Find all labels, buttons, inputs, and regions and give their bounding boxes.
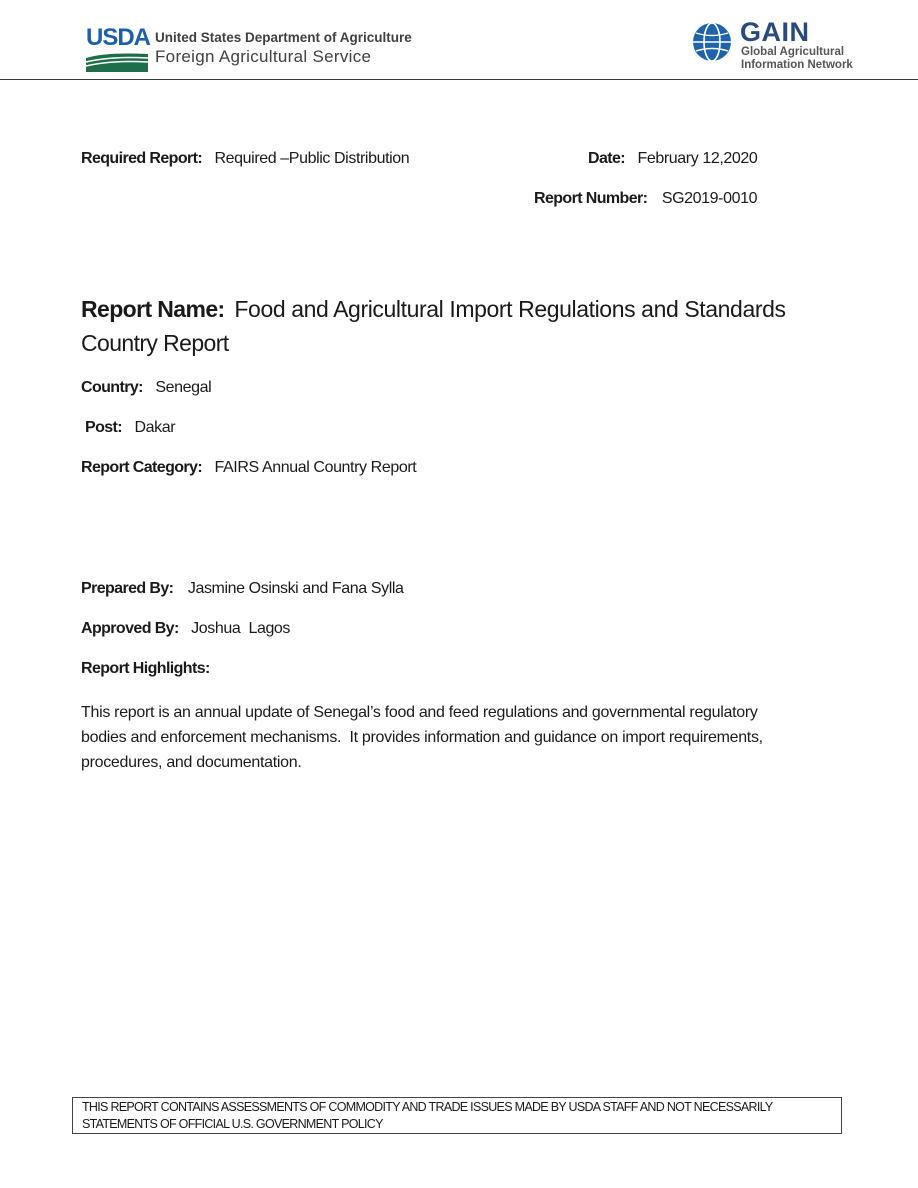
report-number-value: SG2019-0010 bbox=[661, 190, 758, 207]
highlights-line: This report is an annual update of Senegal’s food and feed regulations and governmental regulatory bbox=[81, 704, 758, 721]
report-highlights-body bbox=[81, 700, 841, 775]
gain-subtitle-line2: Information Network bbox=[741, 59, 853, 71]
prepared-by-field bbox=[81, 580, 404, 598]
prepared-by-label: Prepared By: bbox=[81, 580, 174, 597]
disclaimer-box bbox=[72, 1097, 842, 1134]
required-report-value: Required –Public Distribution bbox=[214, 150, 410, 167]
report-name-field bbox=[81, 296, 786, 323]
highlights-line: bodies and enforcement mechanisms. It provides information and guidance on import requirements, bbox=[81, 729, 763, 746]
usda-logo-text: USDA bbox=[86, 24, 151, 51]
post-label: Post: bbox=[85, 419, 123, 436]
country-label: Country: bbox=[81, 379, 143, 396]
report-number-field bbox=[534, 190, 757, 208]
usda-landscape-icon bbox=[86, 52, 148, 72]
approved-by-label: Approved By: bbox=[81, 620, 179, 637]
report-category-field bbox=[81, 459, 416, 477]
post-value: Dakar bbox=[134, 419, 176, 436]
required-report-field bbox=[81, 150, 409, 168]
agency-name: United States Department of Agriculture bbox=[155, 30, 412, 45]
gain-logo-text: GAIN bbox=[740, 17, 810, 47]
agency-subname: Foreign Agricultural Service bbox=[155, 47, 372, 66]
gain-subtitle-line1: Global Agricultural bbox=[741, 46, 845, 58]
approved-by-value: Joshua Lagos bbox=[191, 620, 291, 637]
report-name-label: Report Name: bbox=[81, 296, 225, 322]
disclaimer-line: STATEMENTS OF OFFICIAL U.S. GOVERNMENT POLICY bbox=[82, 1117, 383, 1131]
required-report-label: Required Report: bbox=[81, 150, 203, 167]
date-value: February 12,2020 bbox=[637, 150, 758, 167]
report-name-value: Food and Agricultural Import Regulations and Standards bbox=[234, 296, 786, 322]
highlights-line: procedures, and documentation. bbox=[81, 754, 302, 771]
prepared-by-value: Jasmine Osinski and Fana Sylla bbox=[187, 580, 404, 597]
report-category-value: FAIRS Annual Country Report bbox=[214, 459, 417, 476]
post-field bbox=[85, 419, 175, 437]
header-divider bbox=[0, 79, 918, 80]
report-number-label: Report Number: bbox=[534, 190, 648, 207]
country-value: Senegal bbox=[155, 379, 212, 396]
approved-by-field bbox=[81, 620, 290, 638]
date-label: Date: bbox=[588, 150, 626, 167]
report-category-label: Report Category: bbox=[81, 459, 203, 476]
report-highlights-label: Report Highlights: bbox=[81, 660, 210, 677]
report-highlights-heading bbox=[81, 660, 210, 678]
usda-logo bbox=[86, 24, 151, 72]
disclaimer-line: THIS REPORT CONTAINS ASSESSMENTS OF COMMODITY AND TRADE ISSUES MADE BY USDA STAFF AND NOT NECESSARILY bbox=[82, 1100, 773, 1114]
date-field bbox=[588, 150, 757, 168]
country-field bbox=[81, 379, 211, 397]
report-name-value-continued: Country Report bbox=[81, 330, 229, 356]
gain-globe-icon bbox=[691, 21, 733, 63]
